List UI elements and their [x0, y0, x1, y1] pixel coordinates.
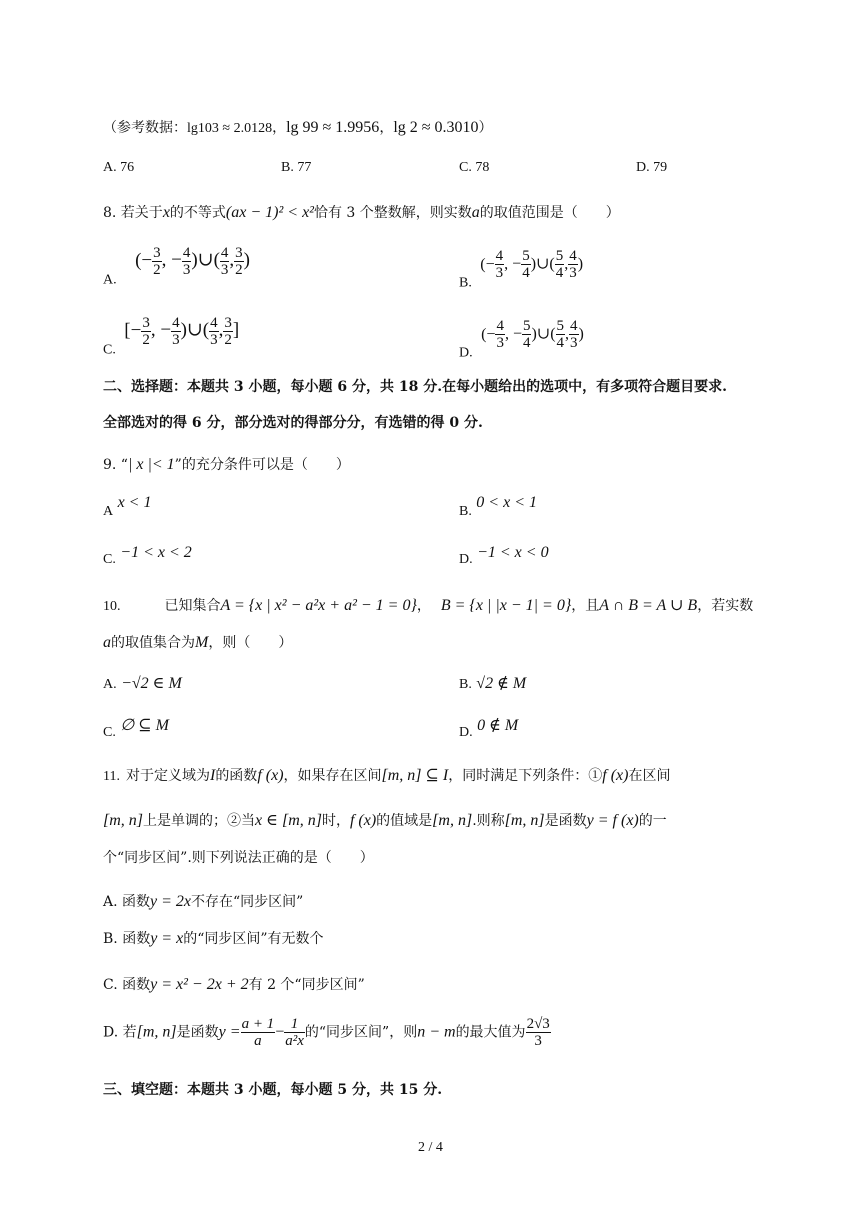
q8-option-a: [103, 245, 250, 289]
q8-x: x: [162, 204, 170, 221]
q8-d-mid3: ,: [565, 325, 570, 343]
q11-option-b: [103, 929, 324, 949]
q8-d-open: (−: [481, 325, 496, 343]
q11-yfx: y = f (x): [586, 812, 639, 829]
q8-stem: [103, 203, 620, 223]
q11-t4: ，同时满足下列条件：①: [448, 768, 603, 784]
num: 5: [555, 248, 564, 264]
q8-mid2: 恰有 3 个整数解，则实数: [313, 205, 472, 221]
q11-t3: ，如果存在区间: [283, 768, 382, 784]
q10-a-label: A.: [103, 677, 117, 692]
num: 4: [495, 248, 504, 264]
frac-5-4: [556, 318, 566, 351]
q11-d-minus: −: [275, 1023, 285, 1041]
num: 4: [496, 318, 504, 334]
q11-d-mid: 是函数: [176, 1024, 219, 1041]
den: 2: [153, 262, 161, 278]
q8-c-mid2: )∪(: [180, 319, 210, 341]
q10-b-value: √2 ∉ M: [476, 675, 527, 692]
q10-t6: ，则（ ）: [208, 635, 293, 651]
q8-d-mid1: , −: [504, 325, 522, 343]
q9-option-b: [459, 493, 537, 522]
q8-a-mid2: )∪(: [191, 249, 220, 271]
q8-option-d: [459, 318, 584, 362]
q8-b-mid3: ,: [564, 255, 569, 273]
q11-d-frac1: [241, 1016, 276, 1049]
q11-d-nm: n − m: [417, 1023, 456, 1041]
ref-lg99: lg 99 ≈ 1.9956: [286, 119, 380, 136]
q8-inequality: (ax − 1)² < x²: [225, 204, 314, 221]
q10-t3: ，且: [571, 598, 600, 614]
q7-option-d: D. 79: [636, 160, 668, 175]
q11-b-pre: B. 函数: [103, 931, 151, 947]
q9-a-value: x < 1: [117, 494, 152, 511]
num: 3: [235, 245, 243, 261]
q9-a-label: A: [103, 504, 114, 519]
q11-mn: [m, n]: [103, 812, 144, 829]
q9-d-label: D.: [459, 552, 473, 567]
frac-3-2: [141, 315, 151, 348]
den: 3: [496, 335, 504, 351]
q8-a-open: (−: [135, 249, 153, 271]
q11-d-pre: D. 若: [103, 1024, 137, 1041]
q11-I: I: [209, 767, 216, 784]
q10-option-c: [103, 716, 169, 743]
q11-t6: 上是单调的；②当: [143, 813, 256, 829]
ref-lg103: lg103 ≈ 2.0128: [187, 121, 273, 136]
q11-option-c: [103, 975, 365, 995]
q10-a: a: [103, 634, 111, 651]
q8-a-mid1: , −: [161, 249, 182, 271]
q10-t1: 已知集合: [164, 598, 221, 614]
q11-mn3: [m, n]: [504, 812, 545, 829]
den: 4: [522, 335, 531, 351]
page-number: 2 / 4: [418, 1140, 443, 1155]
q10-option-b: [459, 674, 526, 695]
q10-set-a: A = {x | x² − a²x + a² − 1 = 0}: [220, 597, 417, 614]
ref-close: ）: [478, 120, 493, 136]
q11-d-frac3: [526, 1016, 551, 1049]
num: 4: [570, 318, 578, 334]
q11-t9: .则称: [472, 813, 505, 829]
q11-t1: 对于定义域为: [125, 768, 210, 784]
num: 3: [142, 315, 150, 331]
q7-option-a: A. 76: [103, 160, 135, 175]
q8-tail: 的取值范围是（ ）: [479, 205, 620, 221]
frac-4-3: [495, 248, 505, 281]
q11-t7: 时，: [321, 813, 350, 829]
den: 2: [235, 262, 243, 278]
q8-option-b: [459, 248, 583, 292]
num: 5: [556, 318, 565, 334]
q9-stem: [103, 455, 350, 475]
reference-data: [103, 118, 493, 139]
den: 4: [556, 335, 565, 351]
frac-3-2: [152, 245, 162, 278]
q11-d-y: y =: [218, 1023, 241, 1041]
frac-4-3: [182, 245, 192, 278]
section-3-heading: 三、填空题：本题共 3 小题，每小题 5 分，共 15 分.: [103, 1082, 443, 1098]
q11-b-fn: y = x: [150, 930, 184, 947]
q9-b-label: B.: [459, 504, 472, 519]
den: 3: [220, 262, 229, 278]
q11-d-mid2: 的“同步区间”，则: [304, 1024, 418, 1041]
q8-b-close: ): [577, 255, 584, 273]
q10-t5: 的取值集合为: [111, 635, 195, 651]
q11-t5: 在区间: [628, 768, 671, 784]
num: 4: [210, 315, 218, 331]
q10-stem-line2: [103, 633, 292, 653]
ref-sep1: ，: [272, 120, 287, 136]
den: 3: [172, 332, 180, 348]
num: 4: [172, 315, 180, 331]
num: a + 1: [241, 1016, 275, 1032]
q10-t4: ，若实数: [697, 598, 754, 614]
q10-d-value: 0 ∉ M: [477, 717, 519, 734]
num: 3: [224, 315, 232, 331]
q8-c-mid1: , −: [150, 319, 172, 341]
num: 5: [522, 248, 530, 264]
q9-option-a: [103, 493, 151, 522]
den: a²x: [285, 1033, 304, 1049]
q9-condition: | x |< 1: [127, 456, 175, 473]
q10-stem-line1: [103, 596, 753, 617]
section-2-heading-line2: 全部选对的得 6 分，部分选对的得部分分，有选错的得 0 分.: [103, 415, 483, 431]
q11-num: 11.: [103, 769, 120, 784]
q11-fx2: f (x): [602, 767, 629, 784]
q8-b-mid1: , −: [504, 255, 522, 273]
q11-a-fn: y = 2x: [150, 893, 192, 910]
den: 3: [569, 265, 577, 281]
q8-a: a: [471, 204, 480, 221]
num: 4: [569, 248, 577, 264]
q11-stem-line2: [103, 811, 667, 831]
ref-sep2: ，: [379, 120, 394, 136]
q11-b-post: 的“同步区间”有无数个: [183, 931, 324, 947]
q9-option-c: [103, 543, 192, 570]
q11-a-post: 不存在“同步区间”: [191, 894, 304, 910]
num: 5: [522, 318, 531, 334]
q9-num: 9. “: [103, 457, 128, 473]
q11-d-frac2: [284, 1016, 305, 1049]
q11-x-in: x ∈ [m, n]: [255, 812, 322, 829]
den: 4: [555, 265, 564, 281]
q9-c-label: C.: [103, 552, 116, 567]
q7-option-c: C. 78: [459, 160, 490, 175]
q10-M: M: [195, 634, 209, 651]
q10-equation: A ∩ B = A ∪ B: [599, 597, 698, 614]
frac-4-3: [171, 315, 181, 348]
num: 4: [220, 245, 229, 261]
q8-b-label: B.: [459, 275, 472, 291]
frac-4-3: [495, 318, 505, 351]
ref-open: （参考数据：: [103, 120, 187, 136]
q8-a-label: A.: [103, 272, 117, 288]
frac-5-4: [521, 248, 531, 281]
frac-4-3: [209, 315, 219, 348]
q11-c-fn: y = x² − 2x + 2: [150, 976, 249, 993]
q10-num: 10.: [103, 599, 121, 614]
section-2-heading-line1: 二、选择题：本题共 3 小题，每小题 6 分，共 18 分.在每小题给出的选项中，有多项符合题目要求.: [103, 379, 727, 395]
q11-fx: f (x): [257, 767, 284, 784]
q8-d-mid2: )∪(: [531, 325, 556, 343]
q11-stem-line1: [103, 766, 670, 787]
q11-c-pre: C. 函数: [103, 977, 151, 993]
den: 3: [210, 332, 218, 348]
q11-d-mid3: 的最大值为: [455, 1024, 526, 1041]
q11-c-post: 有 2 个“同步区间”: [248, 977, 365, 993]
q8-c-open: [−: [124, 319, 142, 341]
den: 3: [570, 335, 578, 351]
q8-c-mid3: ,: [218, 319, 224, 341]
num: 1: [284, 1016, 305, 1033]
q11-a-pre: A. 函数: [103, 894, 151, 910]
q9-b-value: 0 < x < 1: [476, 494, 537, 511]
q9-d-value: −1 < x < 0: [477, 544, 549, 561]
q10-c-value: ∅ ⊆ M: [120, 717, 169, 734]
q8-d-close: ): [578, 325, 584, 343]
den: 4: [522, 265, 530, 281]
q10-t2: ，: [416, 598, 431, 614]
q11-t11: 的一: [638, 813, 667, 829]
q10-a-value: −√2 ∈ M: [121, 675, 182, 692]
frac-5-4: [555, 248, 565, 281]
q11-stem-line3: 个“同步区间”.则下列说法正确的是（ ）: [103, 850, 374, 866]
q10-c-label: C.: [103, 725, 116, 740]
den: 2: [224, 332, 232, 348]
q11-mn2: [m, n]: [432, 812, 473, 829]
q8-option-c: [103, 315, 239, 359]
den: 3: [182, 262, 191, 278]
den: 2: [142, 332, 150, 348]
q11-fx3: f (x): [349, 812, 377, 829]
q8-a-close: ): [243, 249, 250, 271]
q11-d-mn: [m, n]: [136, 1023, 177, 1041]
frac-4-3: [569, 318, 579, 351]
frac-3-2: [223, 315, 233, 348]
q8-c-close: ]: [232, 319, 240, 341]
frac-4-3: [568, 248, 578, 281]
den: 3: [534, 1033, 542, 1049]
q8-d-label: D.: [459, 345, 473, 361]
q10-option-d: [459, 716, 518, 743]
frac-4-3: [220, 245, 230, 278]
q11-t2: 的函数: [215, 768, 258, 784]
q9-tail: ”的充分条件可以是（ ）: [174, 457, 350, 473]
frac-3-2: [234, 245, 244, 278]
q11-option-d: [103, 1016, 551, 1049]
q8-num: 8. 若关于: [103, 205, 163, 221]
q8-a-mid3: ,: [229, 249, 235, 271]
q8-c-label: C.: [103, 342, 116, 358]
q10-d-label: D.: [459, 725, 473, 740]
den: 3: [495, 265, 504, 281]
q8-b-open: (−: [480, 255, 495, 273]
q11-mn-subset: [m, n] ⊆ I: [381, 767, 449, 784]
ref-lg2: lg 2 ≈ 0.3010: [393, 119, 479, 136]
num: 3: [153, 245, 161, 261]
q8-b-mid2: )∪(: [530, 255, 555, 273]
num: 4: [182, 245, 191, 261]
den: a: [254, 1033, 262, 1049]
q10-option-a: [103, 674, 182, 695]
q7-option-b: B. 77: [281, 160, 312, 175]
num: 2√3: [526, 1016, 550, 1032]
q10-b-label: B.: [459, 677, 472, 692]
q9-c-value: −1 < x < 2: [120, 544, 192, 561]
q10-set-b: B = {x | |x − 1| = 0}: [440, 597, 572, 614]
q8-mid1: 的不等式: [169, 205, 226, 221]
q11-t8: 的值域是: [376, 813, 433, 829]
q11-option-a: [103, 892, 303, 912]
q11-t10: 是函数: [544, 813, 587, 829]
q9-option-d: [459, 543, 549, 570]
